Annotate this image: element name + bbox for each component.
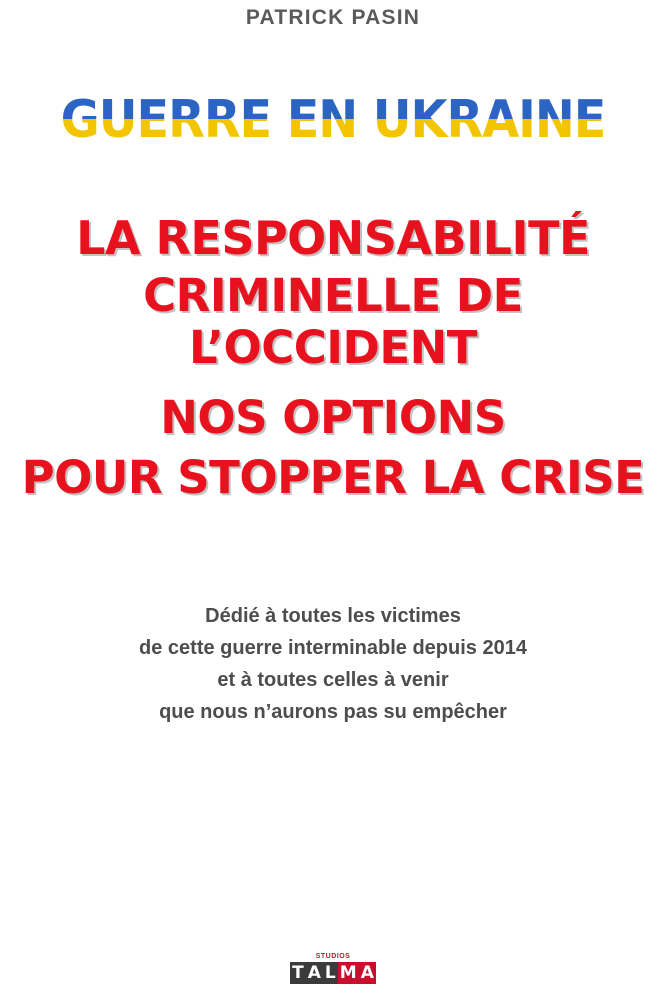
logo-letter-t: T	[292, 963, 304, 983]
logo-letter-l: L	[324, 963, 336, 983]
subtitle-two-line-one: NOS OPTIONS	[160, 391, 506, 444]
publisher-tagline: STUDIOS	[315, 953, 351, 960]
dedication-text	[0, 600, 666, 728]
logo-letter-a1: A	[307, 963, 321, 983]
logo-letter-a2: A	[360, 963, 374, 983]
publisher-logo-inner	[290, 953, 376, 984]
logo-letter-m: M	[339, 963, 357, 983]
subtitle-two-line-two: POUR STOPPER LA CRISE	[21, 451, 645, 504]
main-title-text: GUERRE EN UKRAINE	[59, 92, 608, 148]
subtitle-block-two	[0, 392, 666, 504]
main-title	[0, 92, 666, 148]
author-name: PATRICK PASIN	[245, 6, 421, 29]
subtitle-block-one	[0, 212, 666, 374]
subtitle-one-line-two: CRIMINELLE DE L’OCCIDENT	[143, 269, 523, 374]
publisher-wordmark	[290, 962, 376, 984]
dedication-line-one: Dédié à toutes les victimes	[205, 605, 461, 627]
dedication-line-four: que nous n’aurons pas su empêcher	[159, 701, 507, 723]
dedication-line-three: et à toutes celles à venir	[217, 669, 449, 691]
publisher-logo	[0, 953, 666, 984]
dedication-line-two: de cette guerre interminable depuis 2014	[139, 637, 527, 659]
subtitle-one-line-one: LA RESPONSABILITÉ	[76, 211, 590, 265]
